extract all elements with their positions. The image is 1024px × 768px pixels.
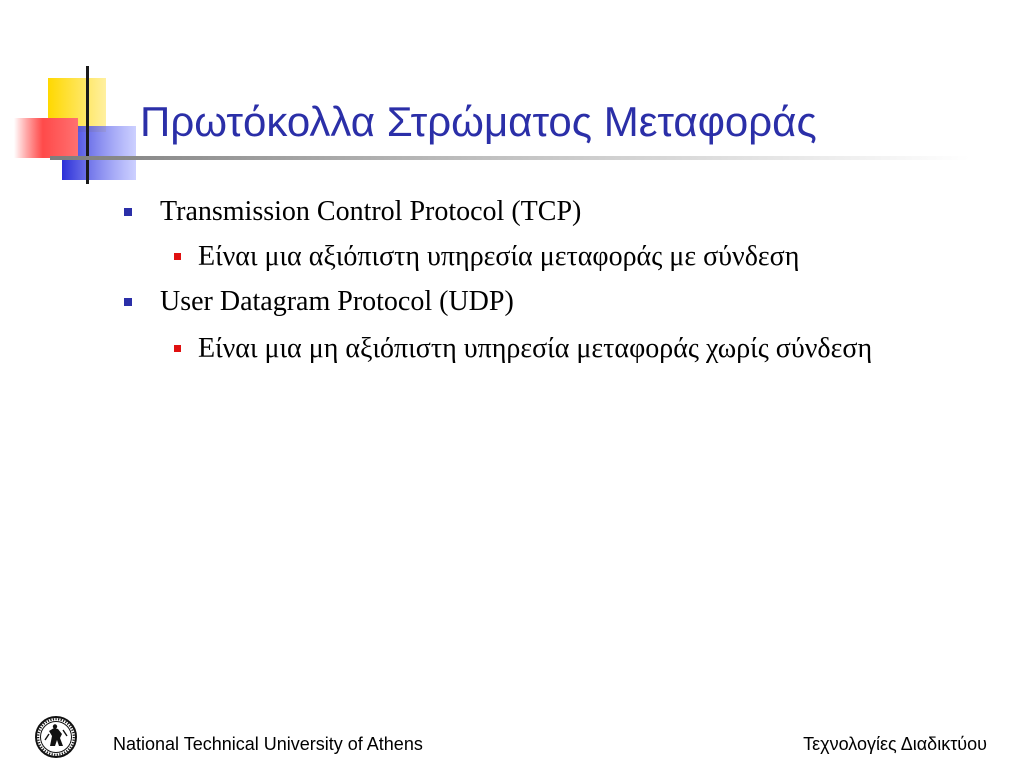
subbullet-text: Είναι μια αξιόπιστη υπηρεσία μεταφοράς με σύνδεση	[198, 241, 800, 272]
slide-title: Πρωτόκολλα Στρώματος Μεταφοράς	[140, 98, 817, 145]
bullet-tcp	[124, 196, 581, 228]
bullet-square-icon	[124, 298, 132, 306]
bullet-text: Transmission Control Protocol (TCP)	[160, 196, 582, 227]
subbullet-tcp	[174, 241, 958, 273]
footer-course: Τεχνολογίες Διαδικτύου	[803, 734, 987, 754]
bullet-square-icon	[124, 208, 132, 216]
footer-institution: National Technical University of Athens	[113, 734, 423, 754]
subbullet-text: Είναι μια μη αξιόπιστη υπηρεσία μεταφοράς χωρίς σύνδεση	[198, 333, 873, 364]
subbullet-square-icon	[174, 253, 181, 260]
subbullet-square-icon	[174, 345, 181, 352]
bullet-udp	[124, 286, 514, 318]
bullet-text: User Datagram Protocol (UDP)	[160, 286, 514, 317]
subbullet-udp	[174, 333, 918, 365]
university-seal-icon	[35, 716, 77, 758]
